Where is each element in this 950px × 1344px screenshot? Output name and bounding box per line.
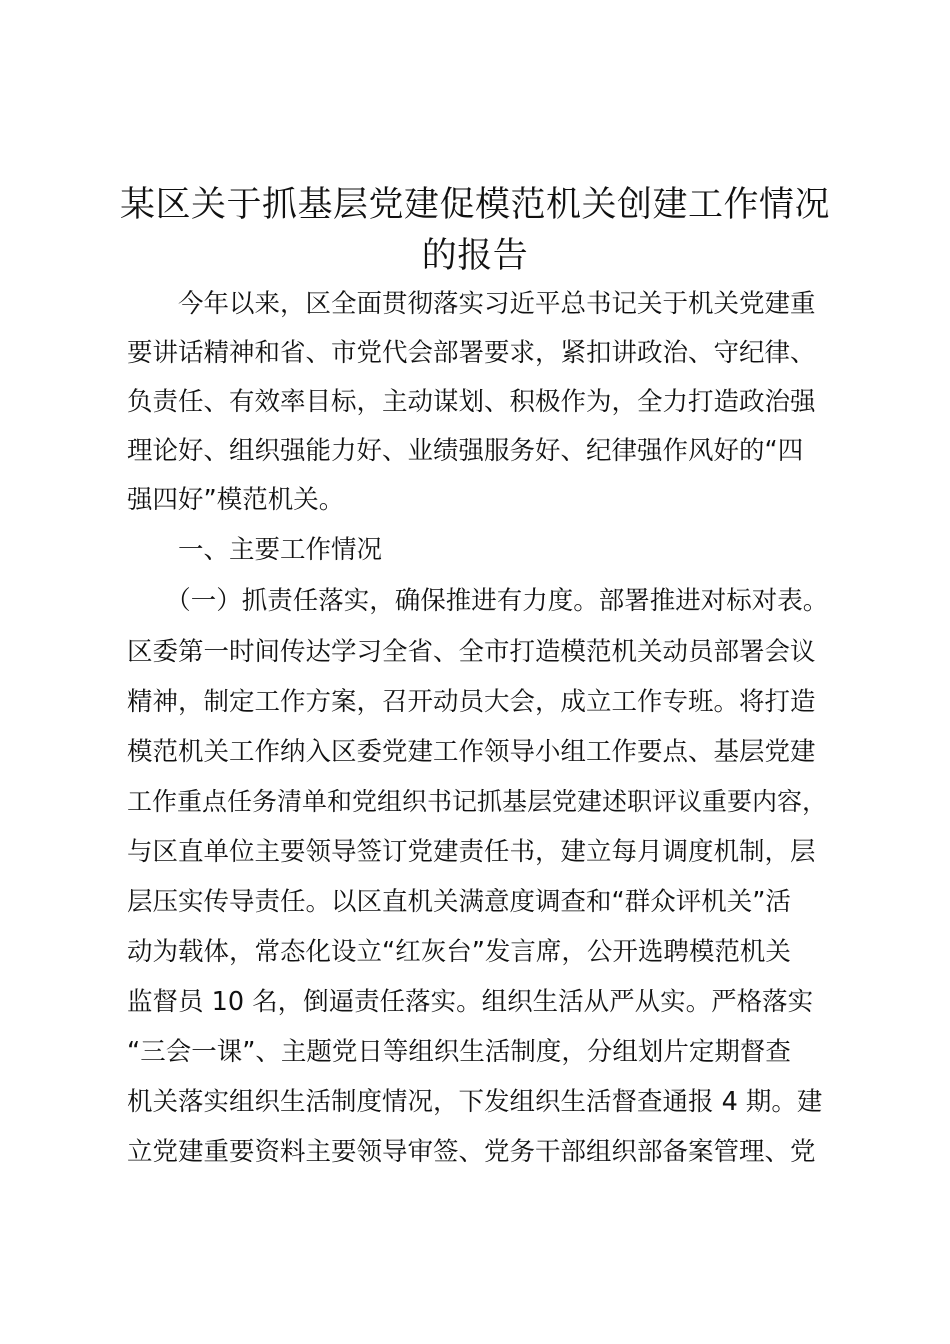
body-line-9: 精神，制定工作方案，召开动员大会，成立工作专班。将打造	[127, 687, 816, 717]
body-line-12: 与区直单位主要领导签订党建责任书，建立每月调度机制，层	[127, 837, 816, 867]
body-line-14: 动为载体，常态化设立“红灰台”发言席，公开选聘模范机关	[127, 937, 791, 967]
body-line-18: 立党建重要资料主要领导审签、党务干部组织部备案管理、党	[127, 1137, 816, 1167]
section-heading-1: 一、主要工作情况	[127, 535, 383, 565]
body-line-17: 机关落实组织生活制度情况，下发组织生活督查通报 4 期。建	[127, 1087, 823, 1117]
body-line-10: 模范机关工作纳入区委党建工作领导小组工作要点、基层党建	[127, 737, 816, 767]
body-line-4: 理论好、组织强能力好、业绩强服务好、纪律强作风好的“四	[127, 436, 804, 466]
body-line-13: 层压实传导责任。以区直机关满意度调查和“群众评机关”活	[127, 887, 791, 917]
body-line-5: 强四好”模范机关。	[127, 485, 345, 515]
document-title-line-2: 的报告	[421, 236, 529, 276]
document-title-line-1: 某区关于抓基层党建促模范机关创建工作情况	[119, 185, 830, 225]
body-line-8: 区委第一时间传达学习全省、全市打造模范机关动员部署会议	[127, 637, 816, 667]
body-line-15: 监督员 10 名，倒逼责任落实。组织生活从严从实。严格落实	[127, 987, 814, 1017]
body-line-2: 要讲话精神和省、市党代会部署要求，紧扣讲政治、守纪律、	[127, 338, 816, 368]
body-line-7: （一）抓责任落实，确保推进有力度。部署推进对标对表。	[127, 586, 829, 616]
body-line-1: 今年以来，区全面贯彻落实习近平总书记关于机关党建重	[127, 289, 816, 319]
body-line-11: 工作重点任务清单和党组织书记抓基层党建述职评议重要内容，	[127, 787, 828, 816]
body-line-16: “三会一课”、主题党日等组织生活制度，分组划片定期督查	[127, 1037, 791, 1067]
body-line-3: 负责任、有效率目标，主动谋划、积极作为，全力打造政治强	[127, 387, 816, 417]
